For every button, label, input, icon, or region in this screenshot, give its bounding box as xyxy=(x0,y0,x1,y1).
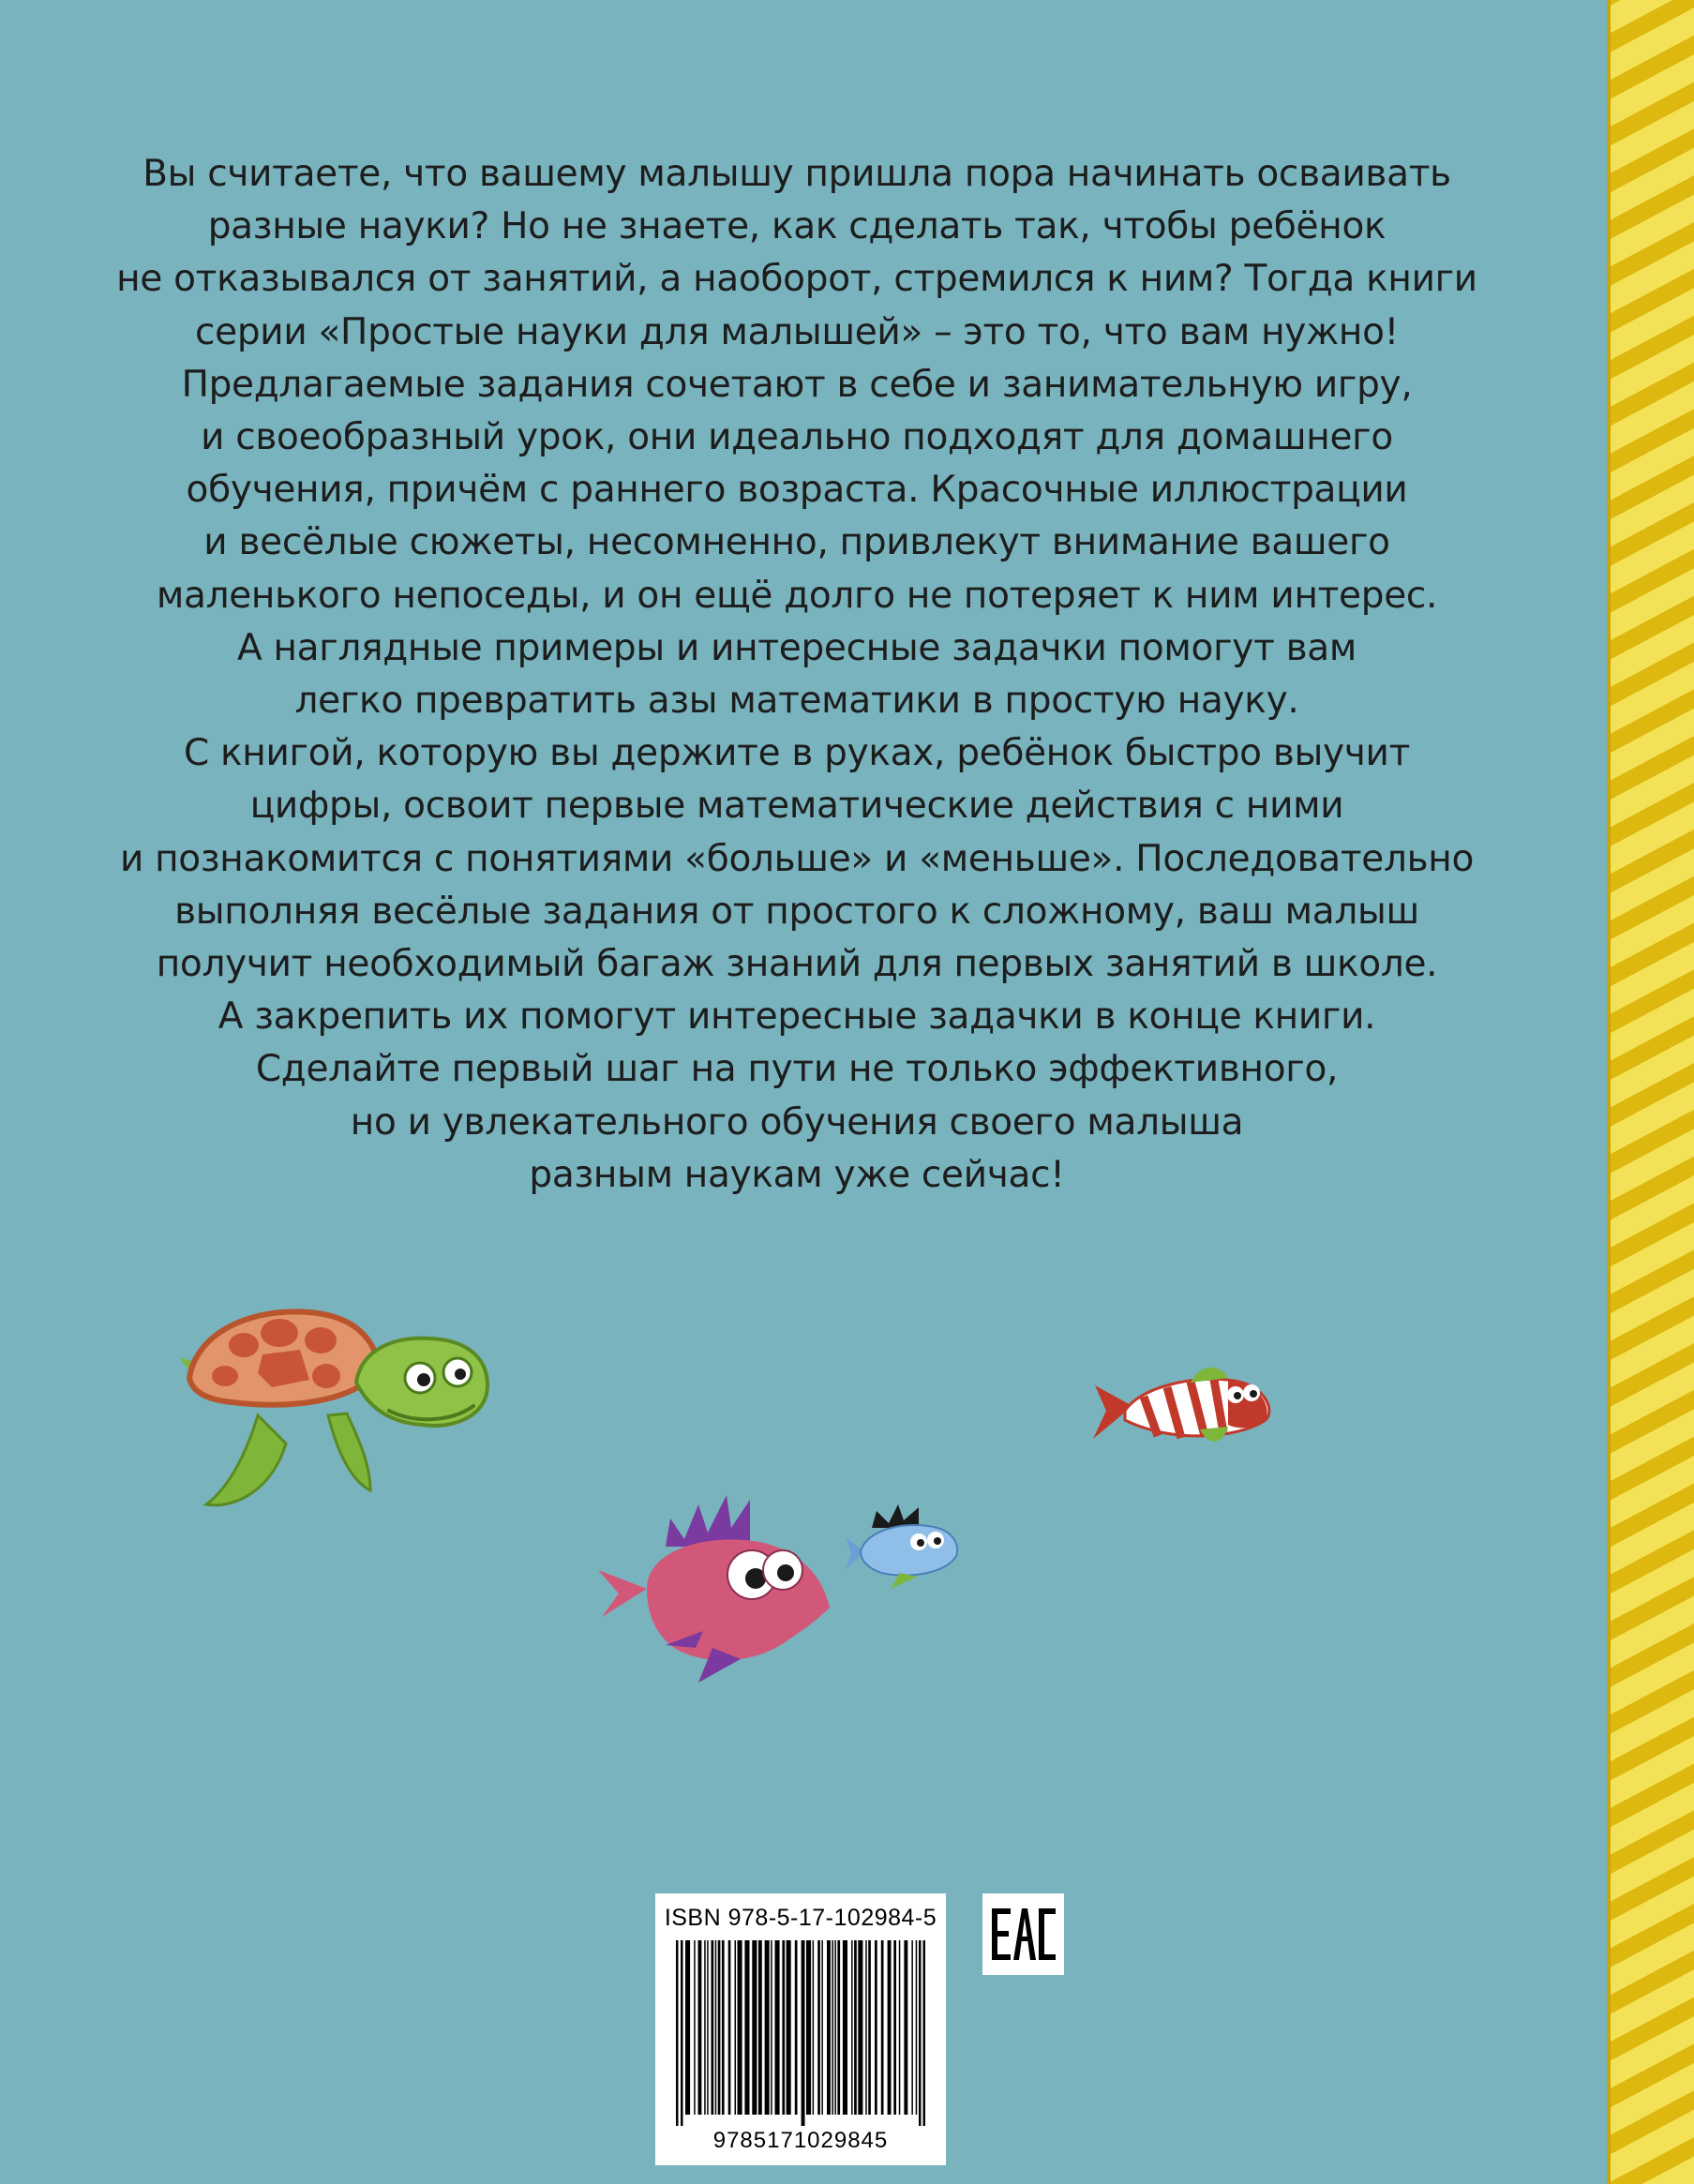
blurb-line: Сделайте первый шаг на пути не только эффективного, xyxy=(255,1048,1339,1091)
barcode-digits: 9785171029845 xyxy=(712,2128,889,2153)
blurb-line: и весёлые сюжеты, несомненно, привлекут внимание вашего xyxy=(203,521,1390,564)
blurb-line: легко превратить азы математики в простую науку. xyxy=(294,680,1299,723)
blurb-line: Вы считаете, что вашему малышу пришла пора начинать осваивать xyxy=(142,153,1451,195)
blurb-line: цифры, освоит первые математические действия с ними xyxy=(249,785,1344,828)
spine-stripes xyxy=(1607,0,1694,2184)
blurb-line: разные науки? Но не знаете, как сделать так, чтобы ребёнок xyxy=(207,205,1387,248)
isbn-label: ISBN 978-5-17-102984-5 xyxy=(664,1905,937,1931)
blurb-line: разным наукам уже сейчас! xyxy=(529,1153,1065,1196)
blurb-line: А наглядные примеры и интересные задачки помогут вам xyxy=(236,626,1357,669)
eac-mark-icon xyxy=(982,1893,1064,1975)
blurb-text xyxy=(112,148,1481,1202)
blurb-line: маленького непоседы, и он ещё долго не потеряет к ним интерес. xyxy=(156,574,1438,617)
blue-fish-illustration xyxy=(844,1500,966,1593)
spine-edge xyxy=(1607,0,1611,2184)
blurb-line: обучения, причём с раннего возраста. Красочные иллюстрации xyxy=(186,469,1408,512)
blurb-line: получит необходимый багаж знаний для первых занятий в школе. xyxy=(156,943,1438,986)
blurb-line: выполняя весёлые задания от простого к сложному, ваш малыш xyxy=(174,890,1419,933)
blurb-line: С книгой, которую вы держите в руках, ребёнок быстро выучит xyxy=(184,732,1410,775)
blurb-line: и своеобразный урок, они идеально подходят для домашнего xyxy=(201,416,1393,459)
blurb-line: Предлагаемые задания сочетают в себе и занимательную игру, xyxy=(181,363,1413,406)
turtle-illustration xyxy=(169,1303,506,1518)
blurb-line: но и увлекательного обучения своего малыша xyxy=(350,1100,1244,1144)
blurb-line: не отказывался от занятий, а наоборот, стремился к ним? Тогда книги xyxy=(116,258,1477,301)
blurb-line: серии «Простые науки для малышей» – это то, что вам нужно! xyxy=(195,310,1399,353)
barcode xyxy=(676,1940,925,2126)
blurb-line: и познакомится с понятиями «больше» и «меньше». Последовательно xyxy=(119,837,1475,880)
striped-fish-illustration xyxy=(1087,1359,1275,1462)
blurb-line: А закрепить их помогут интересные задачки в конце книги. xyxy=(217,995,1376,1039)
pink-fish-illustration xyxy=(591,1481,844,1697)
eac-mark xyxy=(982,1893,1064,1975)
isbn-barcode-box xyxy=(655,1893,946,2165)
